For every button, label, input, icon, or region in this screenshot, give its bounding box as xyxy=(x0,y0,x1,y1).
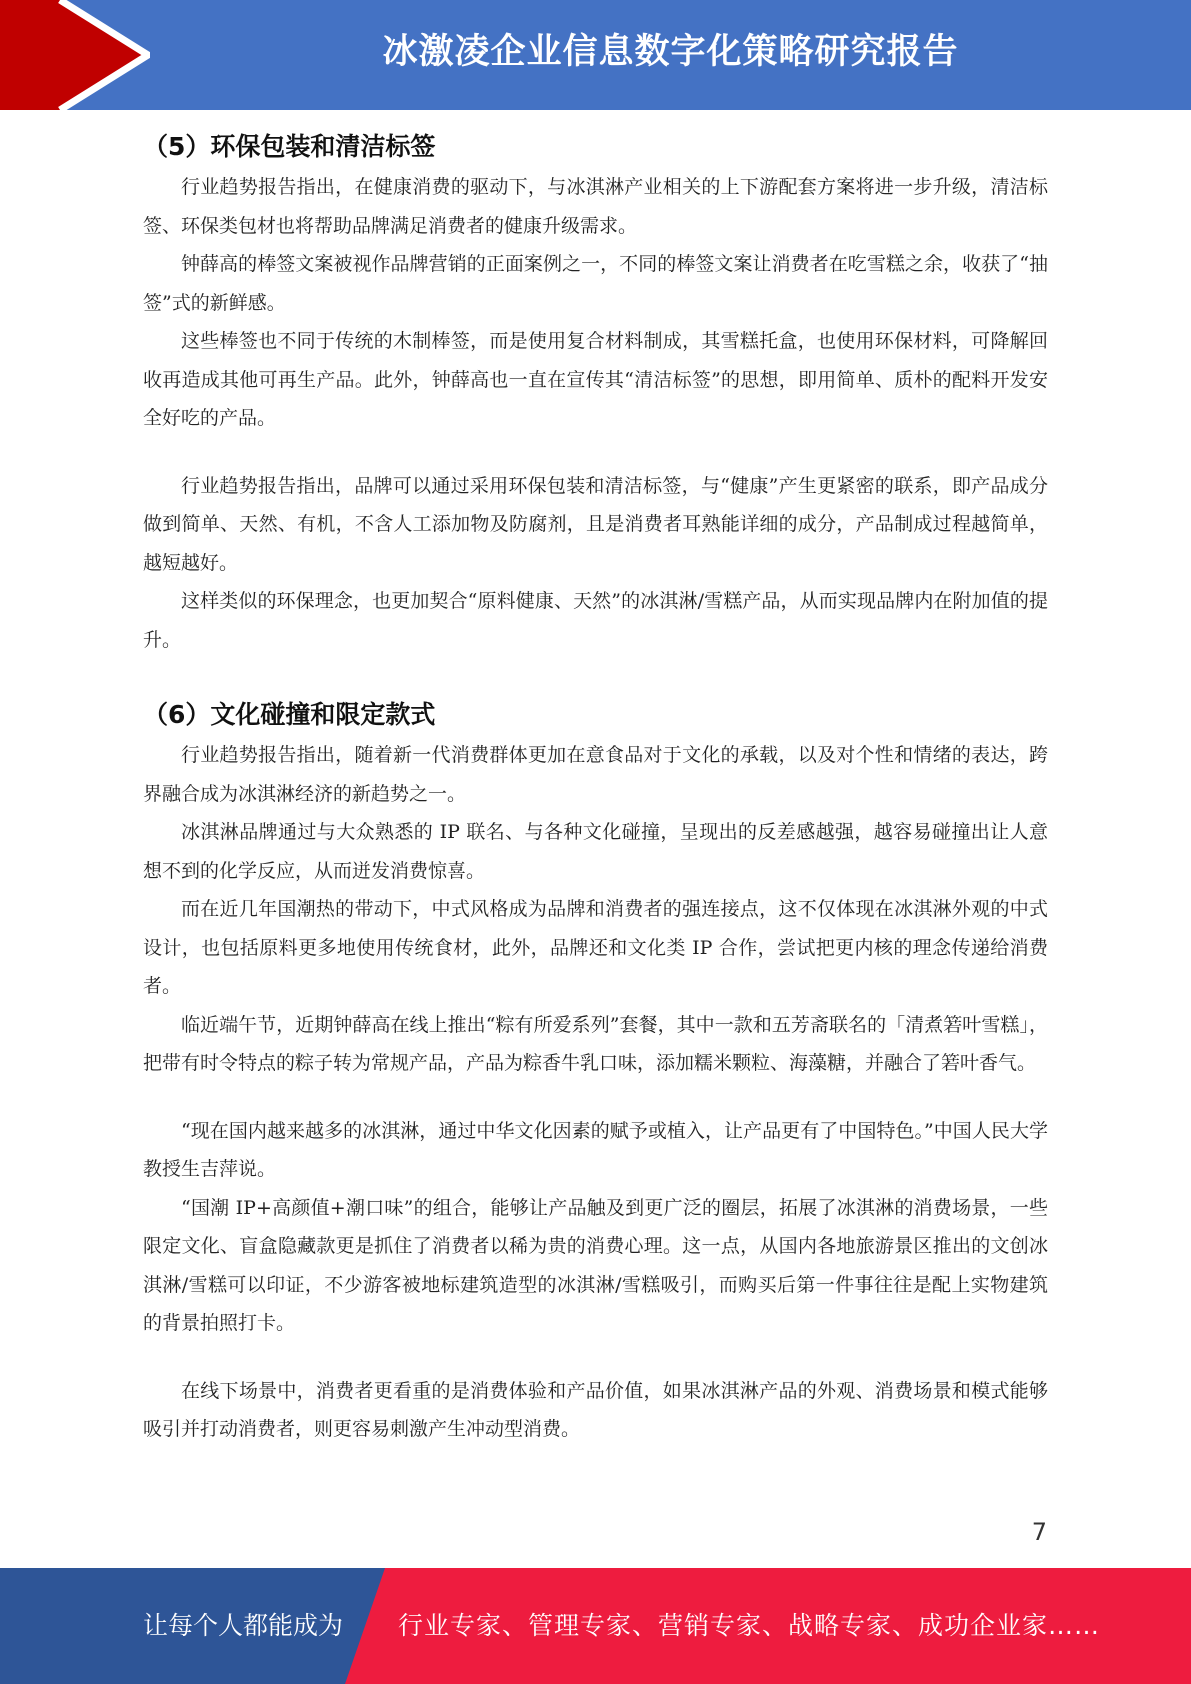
paragraph-gap xyxy=(143,1343,1048,1372)
report-title: 冰激凌企业信息数字化策略研究报告 xyxy=(382,32,959,72)
paragraph: 这些棒签也不同于传统的木制棒签，而是使用复合材料制成，其雪糕托盒，也使用环保材料，可降解回收再造成其他可再生产品。此外，钟薛高也一直在宣传其“清洁标签”的思想，即用简单、质朴的配料开发安全好吃的产品。 xyxy=(143,330,1048,429)
section-6 xyxy=(143,696,1048,1449)
paragraph-gap xyxy=(143,1083,1048,1112)
paragraph: 在线下场景中，消费者更看重的是消费体验和产品价值，如果冰淇淋产品的外观、消费场景和模式能够吸引并打动消费者，则更容易刺激产生冲动型消费。 xyxy=(143,1379,1048,1440)
section-gap xyxy=(143,659,1048,696)
page-number: 7 xyxy=(1031,1518,1047,1546)
paragraph: 这样类似的环保理念，也更加契合“原料健康、天然”的冰淇淋/雪糕产品，从而实现品牌内在附加值的提升。 xyxy=(143,590,1048,651)
footer-slogan-left: 让每个人都能成为 xyxy=(143,1611,344,1640)
footer-slogan-right: 行业专家、管理专家、营销专家、战略专家、成功企业家…… xyxy=(398,1611,1101,1640)
paragraph: 行业趋势报告指出，品牌可以通过采用环保包装和清洁标签，与“健康”产生更紧密的联系，即产品成分做到简单、天然、有机，不含人工添加物及防腐剂，且是消费者耳熟能详细的成分，产品制成过程越简单，越短越好。 xyxy=(143,474,1048,574)
header-arrow-decoration xyxy=(0,0,150,110)
paragraph: 冰淇淋品牌通过与大众熟悉的 IP 联名、与各种文化碰撞，呈现出的反差感越强，越容易碰撞出让人意想不到的化学反应，从而迸发消费惊喜。 xyxy=(143,821,1048,882)
paragraph: “国潮 IP+高颜值+潮口味”的组合，能够让产品触及到更广泛的圈层，拓展了冰淇淋的消费场景，一些限定文化、盲盒隐藏款更是抓住了消费者以稀为贵的消费心理。这一点，从国内各地旅游景区推出的文创冰淇淋/雪糕可以印证，不少游客被地标建筑造型的冰淇淋/雪糕吸引，而购买后第一件事往往是配上实物建筑的背景拍照打卡。 xyxy=(143,1196,1048,1334)
paragraph: 而在近几年国潮热的带动下，中式风格成为品牌和消费者的强连接点，这不仅体现在冰淇淋外观的中式设计，也包括原料更多地使用传统食材，此外，品牌还和文化类 IP 合作，尝试把更内核的理念传递给消费者。 xyxy=(143,898,1048,997)
paragraph: 行业趋势报告指出，随着新一代消费群体更加在意食品对于文化的承载，以及对个性和情绪的表达，跨界融合成为冰淇淋经济的新趋势之一。 xyxy=(143,744,1048,805)
section-5 xyxy=(143,128,1048,659)
paragraph: 钟薛高的棒签文案被视作品牌营销的正面案例之一，不同的棒签文案让消费者在吃雪糕之余，收获了“抽签”式的新鲜感。 xyxy=(143,253,1048,314)
section-heading: （5）环保包装和清洁标签 xyxy=(143,132,436,161)
section-heading: （6）文化碰撞和限定款式 xyxy=(143,700,436,729)
paragraph: 行业趋势报告指出，在健康消费的驱动下，与冰淇淋产业相关的上下游配套方案将进一步升级，清洁标签、环保类包材也将帮助品牌满足消费者的健康升级需求。 xyxy=(143,176,1048,237)
header-banner xyxy=(0,0,1191,110)
paragraph: “现在国内越来越多的冰淇淋，通过中华文化因素的赋予或植入，让产品更有了中国特色。”中国人民大学教授生吉萍说。 xyxy=(143,1119,1048,1180)
paragraph-gap xyxy=(143,438,1048,467)
paragraph: 临近端午节，近期钟薛高在线上推出“粽有所爱系列”套餐，其中一款和五芳斋联名的「清煮箬叶雪糕」，把带有时令特点的粽子转为常规产品，产品为粽香牛乳口味，添加糯米颗粒、海藻糖，并融合了箬叶香气。 xyxy=(143,1013,1048,1074)
footer-banner xyxy=(0,1568,1191,1684)
main-content xyxy=(143,128,1048,1449)
